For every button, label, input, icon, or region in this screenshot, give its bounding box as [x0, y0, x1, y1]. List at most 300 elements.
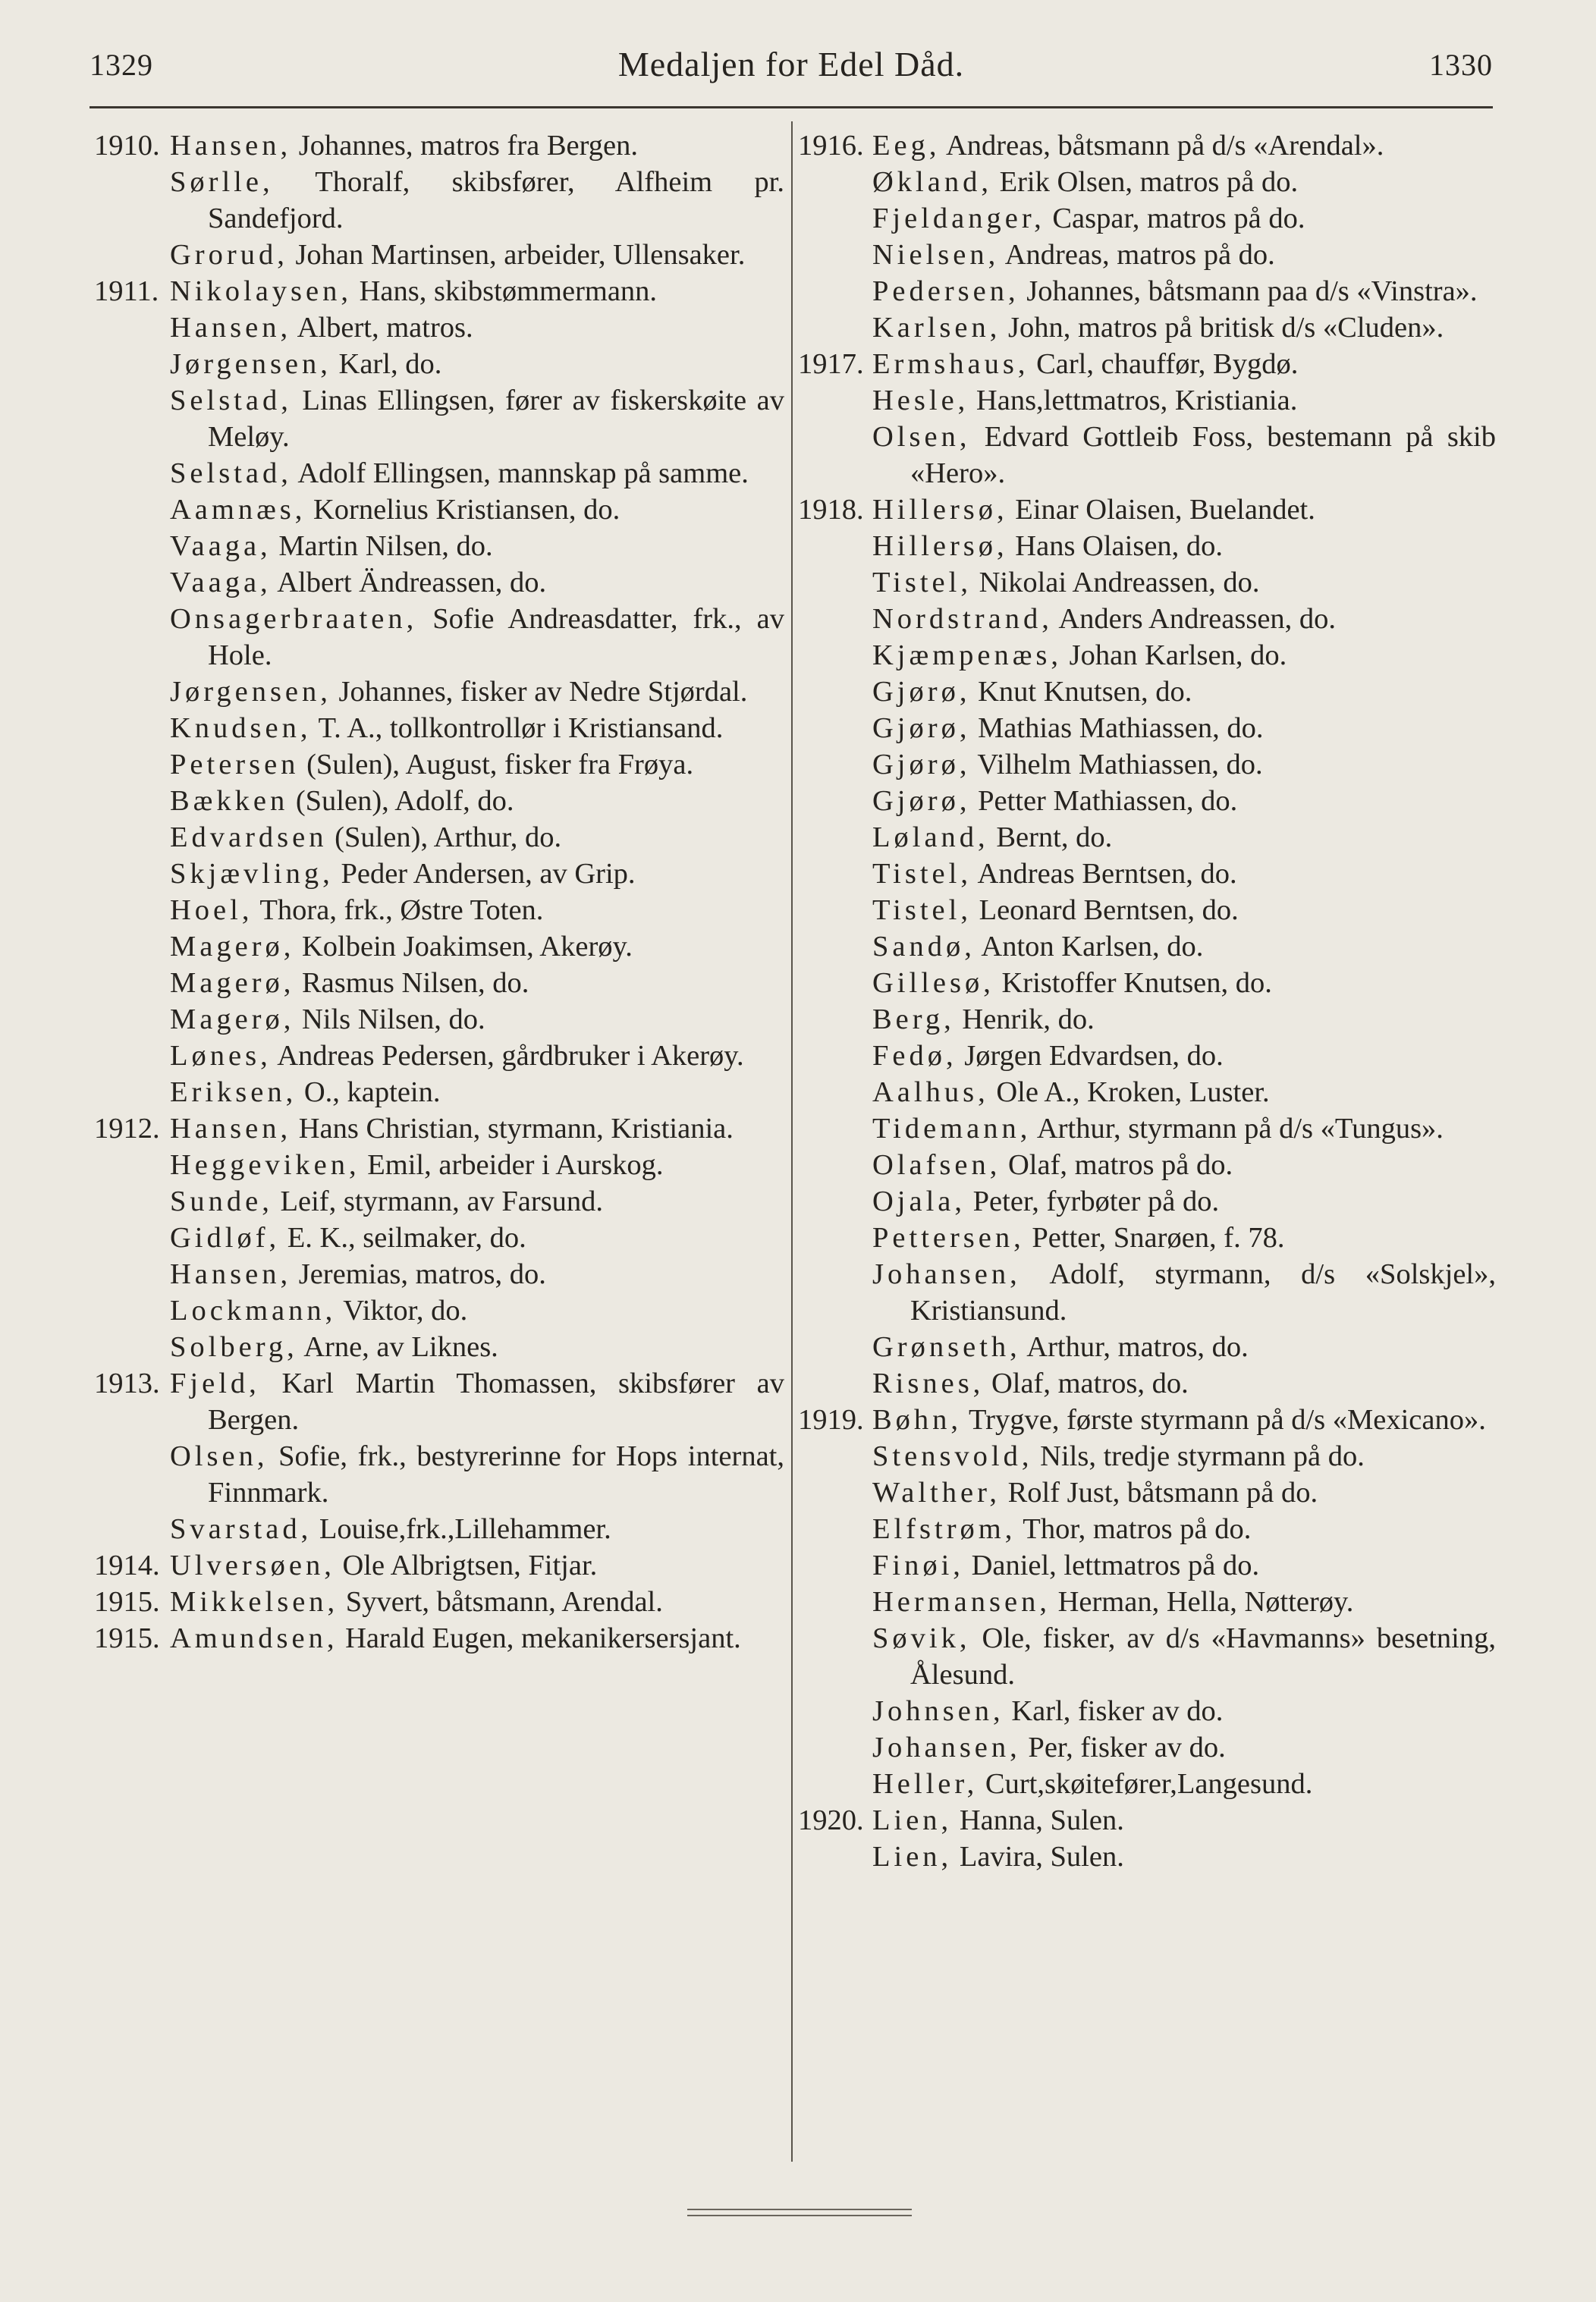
- recipient-surname: Lien,: [872, 1804, 953, 1836]
- medal-entry: [798, 1220, 1496, 1256]
- recipient-details: Nils, tredje styrmann på do.: [1040, 1440, 1365, 1472]
- recipient-surname: Gjørø,: [872, 676, 971, 708]
- entry-text: [170, 164, 784, 237]
- entry-text: [872, 528, 1496, 564]
- page-number-right: 1330: [1429, 48, 1493, 82]
- entry-text: [872, 1329, 1496, 1365]
- recipient-details: Arne, av Liknes.: [303, 1331, 498, 1363]
- entry-year: 1911.: [94, 275, 159, 307]
- recipient-details: Sofie, frk., bestyrerinne for Hops internat, Finnmark.: [208, 1440, 784, 1509]
- recipient-surname: Selstad,: [170, 457, 292, 489]
- recipient-details: Johannes, fisker av Nedre Stjørdal.: [338, 676, 748, 708]
- medal-entry: [798, 164, 1496, 200]
- entry-text: [872, 1256, 1496, 1329]
- bottom-rule-2: [687, 2215, 912, 2216]
- medal-entry: [798, 1474, 1496, 1511]
- recipient-surname: Heggeviken,: [170, 1149, 360, 1181]
- medal-entry: [798, 237, 1496, 273]
- recipient-details: Herman, Hella, Nøtterøy.: [1057, 1586, 1354, 1618]
- medal-entry: [798, 1402, 1496, 1438]
- recipient-details: Kristoffer Knutsen, do.: [1001, 967, 1272, 999]
- recipient-details: Leif, styrmann, av Farsund.: [280, 1186, 604, 1217]
- medal-entry: [798, 1766, 1496, 1802]
- medal-entry: [94, 382, 784, 455]
- recipient-details: Caspar, matros på do.: [1052, 203, 1305, 234]
- recipient-details: Albert Ändreassen, do.: [277, 567, 547, 598]
- entry-year: 1910.: [94, 130, 160, 162]
- medal-entry: [798, 1620, 1496, 1693]
- recipient-surname: Lockmann,: [170, 1295, 337, 1327]
- entry-text: [872, 1584, 1496, 1620]
- recipient-details: Nikolai Andreassen, do.: [979, 567, 1260, 598]
- recipient-surname: Jørgensen,: [170, 348, 331, 380]
- recipient-details: Sofie Andreasdatter, frk., av Hole.: [208, 603, 784, 671]
- medal-entry: [798, 1802, 1496, 1839]
- recipient-details: Vilhelm Mathiassen, do.: [977, 749, 1263, 780]
- entry-text: [170, 382, 784, 455]
- recipient-details: (Sulen), Adolf, do.: [295, 785, 514, 817]
- entry-text: [872, 1802, 1496, 1839]
- medal-entry: [94, 1438, 784, 1511]
- entry-text: [872, 928, 1496, 965]
- recipient-details: Petter Mathiassen, do.: [978, 785, 1238, 817]
- recipient-details: Emil, arbeider i Aurskog.: [367, 1149, 664, 1181]
- recipient-surname: Edvardsen: [170, 821, 328, 853]
- entry-text: [170, 1038, 784, 1074]
- medal-entry: [94, 273, 784, 309]
- entry-text: [872, 1620, 1496, 1693]
- recipient-surname: Hermansen,: [872, 1586, 1051, 1618]
- recipient-details: Johannes, båtsmann paa d/s «Vinstra».: [1026, 275, 1478, 307]
- entry-text: [170, 819, 784, 856]
- medal-entry: [94, 1511, 784, 1547]
- entry-text: [872, 1511, 1496, 1547]
- recipient-surname: Aamnæs,: [170, 494, 306, 526]
- recipient-details: Thora, frk., Østre Toten.: [259, 894, 544, 926]
- medal-entry: [94, 455, 784, 491]
- recipient-details: Anton Karlsen, do.: [981, 931, 1204, 963]
- medal-entry: [798, 382, 1496, 419]
- recipient-details: Petter, Snarøen, f. 78.: [1032, 1222, 1285, 1254]
- medal-entry: [94, 1220, 784, 1256]
- medal-entry: [94, 928, 784, 965]
- recipient-details: Albert, matros.: [297, 312, 473, 344]
- recipient-surname: Kjæmpenæs,: [872, 639, 1063, 671]
- recipient-details: Karl, fisker av do.: [1011, 1695, 1224, 1727]
- recipient-surname: Gidløf,: [170, 1222, 281, 1254]
- medal-entry: [94, 1147, 784, 1183]
- recipient-details: Johan Karlsen, do.: [1069, 639, 1287, 671]
- recipient-details: Karl Martin Thomassen, skibsfører av Bergen.: [208, 1368, 784, 1436]
- recipient-surname: Bækken: [170, 785, 289, 817]
- entry-year: 1913.: [94, 1368, 160, 1399]
- entry-text: [872, 564, 1496, 601]
- recipient-surname: Hansen,: [170, 312, 292, 344]
- recipient-surname: Olsen,: [872, 421, 971, 453]
- recipient-surname: Grønseth,: [872, 1331, 1021, 1363]
- medal-entry: [94, 1620, 784, 1657]
- recipient-details: Ole Albrigtsen, Fitjar.: [342, 1550, 598, 1581]
- recipient-surname: Hansen,: [170, 130, 292, 162]
- medal-entry: [798, 928, 1496, 965]
- medal-entry: [798, 1147, 1496, 1183]
- recipient-surname: Olafsen,: [872, 1149, 1001, 1181]
- recipient-surname: Nordstrand,: [872, 603, 1053, 635]
- medal-entry: [798, 1511, 1496, 1547]
- medal-entry: [798, 819, 1496, 856]
- entry-text: [170, 1584, 784, 1620]
- entry-text: [170, 346, 784, 382]
- recipient-details: Johannes, matros fra Bergen.: [298, 130, 638, 162]
- medal-entry: [94, 1584, 784, 1620]
- medal-entry: [94, 674, 784, 710]
- entry-text: [170, 273, 784, 309]
- recipient-details: Peter, fyrbøter på do.: [972, 1186, 1220, 1217]
- running-header: [90, 47, 1493, 100]
- medal-entry: [94, 1110, 784, 1147]
- recipient-surname: Risnes,: [872, 1368, 985, 1399]
- column-divider: [791, 121, 793, 2162]
- medal-entry: [94, 1329, 784, 1365]
- medal-entry: [94, 528, 784, 564]
- entry-text: [170, 928, 784, 965]
- recipient-surname: Olsen,: [170, 1440, 269, 1472]
- entry-year: 1919.: [798, 1404, 864, 1436]
- recipient-details: Ole, fisker, av d/s «Havmanns» besetning, Ålesund.: [910, 1622, 1497, 1691]
- entry-text: [170, 892, 784, 928]
- medal-entry: [798, 491, 1496, 528]
- entry-year: 1914.: [94, 1550, 160, 1581]
- recipient-details: Einar Olaisen, Buelandet.: [1015, 494, 1315, 526]
- medal-entry: [94, 1365, 784, 1438]
- recipient-details: Jørgen Edvardsen, do.: [964, 1040, 1224, 1072]
- recipient-surname: Ulversøen,: [170, 1550, 335, 1581]
- entry-year: 1917.: [798, 348, 864, 380]
- recipient-surname: Gjørø,: [872, 749, 971, 780]
- recipient-surname: Hillersø,: [872, 530, 1008, 562]
- medal-entry: [798, 1110, 1496, 1147]
- medal-entry: [798, 783, 1496, 819]
- recipient-surname: Magerø,: [170, 1003, 295, 1035]
- recipient-surname: Søvik,: [872, 1622, 971, 1654]
- entry-text: [170, 1147, 784, 1183]
- entry-text: [872, 892, 1496, 928]
- medal-entry: [94, 1292, 784, 1329]
- entry-text: [872, 164, 1496, 200]
- entry-text: [872, 1365, 1496, 1402]
- recipient-surname: Økland,: [872, 166, 992, 198]
- recipient-details: Thoralf, skibsfører, Alfheim pr. Sandefjord.: [208, 166, 784, 234]
- medal-entry: [94, 601, 784, 674]
- recipient-details: Karl, do.: [338, 348, 442, 380]
- entry-text: [170, 1220, 784, 1256]
- entry-text: [170, 710, 784, 746]
- entry-text: [872, 1220, 1496, 1256]
- recipient-details: Ole A., Kroken, Luster.: [996, 1076, 1270, 1108]
- medal-entry: [798, 1729, 1496, 1766]
- recipient-details: John, matros på britisk d/s «Cluden».: [1007, 312, 1444, 344]
- recipient-details: Peder Andersen, av Grip.: [341, 858, 636, 890]
- recipient-surname: Sandø,: [872, 931, 976, 963]
- recipient-details: Hans,lettmatros, Kristiania.: [976, 385, 1298, 416]
- recipient-details: Andreas Berntsen, do.: [977, 858, 1237, 890]
- entry-text: [872, 1038, 1496, 1074]
- medal-entry: [798, 528, 1496, 564]
- entry-text: [872, 127, 1496, 164]
- medal-entry: [94, 892, 784, 928]
- entry-text: [170, 237, 784, 273]
- entry-text: [872, 346, 1496, 382]
- medal-entry: [94, 965, 784, 1001]
- recipient-details: Adolf, styrmann, d/s «Solskjel», Kristiansund.: [910, 1258, 1496, 1327]
- medal-entry: [798, 746, 1496, 783]
- entry-text: [170, 746, 784, 783]
- recipient-surname: Grorud,: [170, 239, 288, 271]
- entry-text: [170, 783, 784, 819]
- recipient-surname: Walther,: [872, 1477, 1001, 1509]
- entry-year: 1918.: [798, 494, 864, 526]
- recipient-surname: Berg,: [872, 1003, 955, 1035]
- entry-text: [170, 455, 784, 491]
- recipient-surname: Johnsen,: [872, 1695, 1004, 1727]
- running-title: Medaljen for Edel Dåd.: [617, 45, 965, 83]
- entry-year: 1916.: [798, 130, 864, 162]
- medal-entry: [798, 1693, 1496, 1729]
- recipient-surname: Knudsen,: [170, 712, 312, 744]
- recipient-details: Daniel, lettmatros på do.: [971, 1550, 1260, 1581]
- medal-entry: [94, 1038, 784, 1074]
- recipient-surname: Gjørø,: [872, 785, 971, 817]
- medal-entry: [798, 637, 1496, 674]
- entry-text: [872, 710, 1496, 746]
- entry-text: [872, 309, 1496, 346]
- recipient-surname: Aalhus,: [872, 1076, 989, 1108]
- recipient-surname: Vaaga,: [170, 530, 272, 562]
- entry-text: [872, 1839, 1496, 1875]
- recipient-surname: Amundsen,: [170, 1622, 338, 1654]
- recipient-surname: Solberg,: [170, 1331, 298, 1363]
- entry-text: [170, 856, 784, 892]
- recipient-surname: Nielsen,: [872, 239, 1000, 271]
- recipient-surname: Bøhn,: [872, 1404, 963, 1436]
- medal-entry: [798, 710, 1496, 746]
- recipient-surname: Stensvold,: [872, 1440, 1033, 1472]
- entry-text: [170, 1183, 784, 1220]
- entry-text: [872, 1766, 1496, 1802]
- entry-text: [170, 528, 784, 564]
- entry-text: [872, 856, 1496, 892]
- recipient-details: (Sulen), Arthur, do.: [335, 821, 562, 853]
- medal-entry: [94, 564, 784, 601]
- entry-text: [170, 309, 784, 346]
- medal-entry: [798, 1256, 1496, 1329]
- recipient-surname: Skjævling,: [170, 858, 334, 890]
- right-column: [798, 127, 1496, 1875]
- medal-entry: [798, 1547, 1496, 1584]
- entry-text: [872, 1183, 1496, 1220]
- recipient-details: Kolbein Joakimsen, Akerøy.: [301, 931, 633, 963]
- medal-entry: [798, 1001, 1496, 1038]
- entry-text: [872, 237, 1496, 273]
- recipient-details: Trygve, første styrmann på d/s «Mexicano».: [969, 1404, 1486, 1436]
- medal-entry: [94, 819, 784, 856]
- recipient-details: Olaf, matros, do.: [991, 1368, 1189, 1399]
- recipient-details: Hanna, Sulen.: [959, 1804, 1124, 1836]
- entry-year: 1915.: [94, 1586, 160, 1618]
- recipient-details: Thor, matros på do.: [1023, 1513, 1252, 1545]
- recipient-details: Linas Ellingsen, fører av fiskerskøite av Meløy.: [208, 385, 784, 453]
- entry-text: [872, 1110, 1496, 1147]
- medal-entry: [798, 856, 1496, 892]
- medal-entry: [94, 309, 784, 346]
- recipient-details: Carl, chauffør, Bygdø.: [1036, 348, 1299, 380]
- recipient-surname: Tistel,: [872, 858, 972, 890]
- entry-text: [170, 965, 784, 1001]
- recipient-details: Martin Nilsen, do.: [278, 530, 493, 562]
- entry-text: [170, 127, 784, 164]
- entry-text: [872, 491, 1496, 528]
- entry-text: [872, 1547, 1496, 1584]
- entry-text: [872, 746, 1496, 783]
- medal-entry: [798, 1038, 1496, 1074]
- recipient-surname: Vaaga,: [170, 567, 272, 598]
- recipient-surname: Johansen,: [872, 1258, 1021, 1290]
- recipient-surname: Hansen,: [170, 1258, 292, 1290]
- recipient-details: E. K., seilmaker, do.: [287, 1222, 526, 1254]
- recipient-details: Andreas Pedersen, gårdbruker i Akerøy.: [277, 1040, 744, 1072]
- recipient-details: Knut Knutsen, do.: [978, 676, 1192, 708]
- entry-text: [170, 1329, 784, 1365]
- recipient-surname: Mikkelsen,: [170, 1586, 339, 1618]
- medal-entry: [94, 1001, 784, 1038]
- recipient-surname: Heller,: [872, 1768, 979, 1800]
- recipient-details: Harald Eugen, mekanikersersjant.: [345, 1622, 741, 1654]
- recipient-surname: Svarstad,: [170, 1513, 313, 1545]
- recipient-surname: Ermshaus,: [872, 348, 1029, 380]
- recipient-surname: Sunde,: [170, 1186, 273, 1217]
- entry-text: [872, 200, 1496, 237]
- entry-year: 1912.: [94, 1113, 160, 1145]
- recipient-details: Mathias Mathiassen, do.: [978, 712, 1264, 744]
- recipient-surname: Hesle,: [872, 385, 969, 416]
- recipient-details: Rolf Just, båtsmann på do.: [1007, 1477, 1318, 1509]
- entry-text: [872, 1074, 1496, 1110]
- entry-text: [170, 1110, 784, 1147]
- recipient-details: Per, fisker av do.: [1028, 1732, 1226, 1763]
- recipient-details: Andreas, båtsmann på d/s «Arendal».: [946, 130, 1384, 162]
- medal-entry: [798, 1329, 1496, 1365]
- recipient-surname: Pedersen,: [872, 275, 1019, 307]
- entry-text: [872, 382, 1496, 419]
- entry-text: [872, 1693, 1496, 1729]
- recipient-details: Louise,frk.,Lillehammer.: [319, 1513, 611, 1545]
- recipient-surname: Gjørø,: [872, 712, 971, 744]
- recipient-details: Olaf, matros på do.: [1007, 1149, 1233, 1181]
- recipient-details: Kornelius Kristiansen, do.: [313, 494, 620, 526]
- recipient-details: Hans Christian, styrmann, Kristiania.: [298, 1113, 734, 1145]
- recipient-surname: Pettersen,: [872, 1222, 1025, 1254]
- entry-text: [170, 491, 784, 528]
- recipient-details: Adolf Ellingsen, mannskap på samme.: [297, 457, 749, 489]
- entry-text: [170, 1511, 784, 1547]
- medal-entry: [94, 127, 784, 164]
- recipient-surname: Finøi,: [872, 1550, 964, 1581]
- entry-text: [872, 273, 1496, 309]
- medal-entry: [798, 127, 1496, 164]
- medal-entry: [94, 856, 784, 892]
- recipient-details: Johan Martinsen, arbeider, Ullensaker.: [295, 239, 746, 271]
- recipient-details: Jeremias, matros, do.: [298, 1258, 546, 1290]
- recipient-surname: Hansen,: [170, 1113, 292, 1145]
- recipient-details: T. A., tollkontrollør i Kristiansand.: [318, 712, 724, 744]
- recipient-details: Arthur, styrmann på d/s «Tungus».: [1036, 1113, 1444, 1145]
- recipient-surname: Eeg,: [872, 130, 941, 162]
- recipient-surname: Karlsen,: [872, 312, 1001, 344]
- entry-text: [872, 1729, 1496, 1766]
- recipient-details: O., kaptein.: [303, 1076, 441, 1108]
- medal-entry: [798, 564, 1496, 601]
- medal-entry: [94, 710, 784, 746]
- entry-year: 1915.: [94, 1622, 160, 1654]
- recipient-details: (Sulen), August, fisker fra Frøya.: [306, 749, 694, 780]
- entry-text: [170, 1547, 784, 1584]
- recipient-details: Syvert, båtsmann, Arendal.: [345, 1586, 663, 1618]
- recipient-details: Lavira, Sulen.: [959, 1841, 1124, 1873]
- medal-entry: [94, 783, 784, 819]
- recipient-surname: Magerø,: [170, 967, 295, 999]
- recipient-surname: Fjeldanger,: [872, 203, 1045, 234]
- entry-text: [872, 1474, 1496, 1511]
- medal-entry: [798, 1438, 1496, 1474]
- recipient-surname: Eriksen,: [170, 1076, 297, 1108]
- recipient-details: Rasmus Nilsen, do.: [301, 967, 529, 999]
- entry-text: [170, 1074, 784, 1110]
- entry-text: [872, 1402, 1496, 1438]
- entry-text: [872, 1438, 1496, 1474]
- recipient-surname: Tidemann,: [872, 1113, 1032, 1145]
- recipient-surname: Ojala,: [872, 1186, 966, 1217]
- recipient-surname: Selstad,: [170, 385, 292, 416]
- entry-text: [872, 783, 1496, 819]
- entry-text: [872, 674, 1496, 710]
- medal-entry: [798, 1584, 1496, 1620]
- recipient-details: Erik Olsen, matros på do.: [999, 166, 1299, 198]
- medal-entry: [94, 346, 784, 382]
- recipient-surname: Lønes,: [170, 1040, 272, 1072]
- recipient-details: Curt,skøitefører,Langesund.: [985, 1768, 1313, 1800]
- recipient-surname: Tistel,: [872, 894, 972, 926]
- medal-entry: [798, 601, 1496, 637]
- medal-entry: [798, 346, 1496, 382]
- entry-text: [170, 601, 784, 674]
- left-column: [94, 127, 784, 1657]
- medal-entry: [94, 1547, 784, 1584]
- medal-entry: [798, 1365, 1496, 1402]
- medal-entry: [798, 965, 1496, 1001]
- recipient-surname: Hoel,: [170, 894, 253, 926]
- entry-text: [872, 601, 1496, 637]
- recipient-surname: Tistel,: [872, 567, 972, 598]
- recipient-surname: Fjeld,: [170, 1368, 260, 1399]
- entry-text: [170, 1292, 784, 1329]
- entry-text: [170, 564, 784, 601]
- recipient-details: Viktor, do.: [343, 1295, 468, 1327]
- recipient-details: Anders Andreassen, do.: [1058, 603, 1337, 635]
- medal-entry: [94, 164, 784, 237]
- recipient-surname: Jørgensen,: [170, 676, 331, 708]
- medal-entry: [798, 892, 1496, 928]
- bottom-rule-1: [687, 2209, 912, 2210]
